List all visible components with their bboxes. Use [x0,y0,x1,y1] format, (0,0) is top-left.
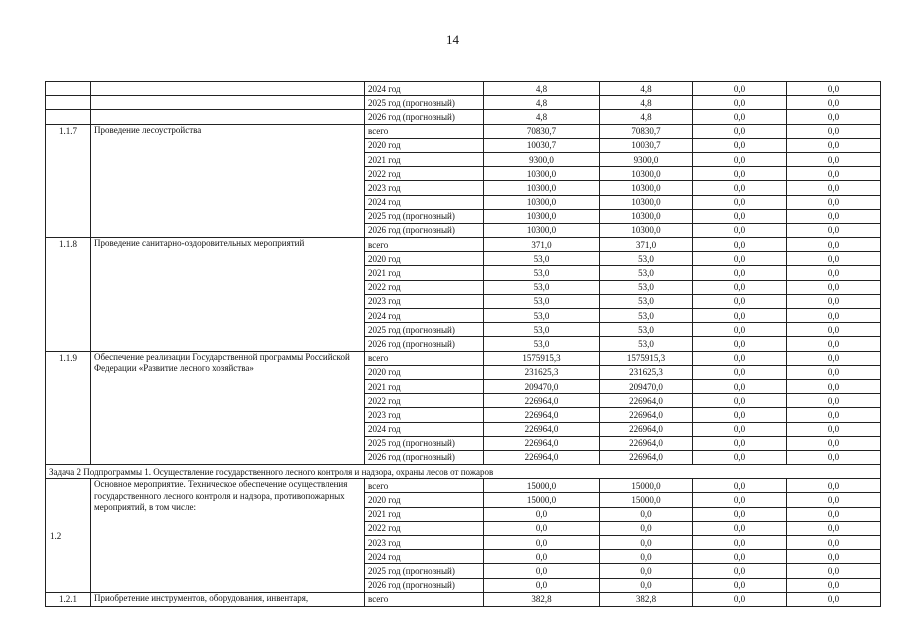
value-col-3: 0,0 [693,408,787,422]
table-row [46,592,881,606]
value-col-2: 70830,7 [600,124,693,138]
value-col-4: 0,0 [787,351,881,365]
value-col-2: 0,0 [600,564,693,578]
item-code: 1.1.9 [46,351,91,465]
value-col-2: 10030,7 [600,138,693,152]
value-col-4: 0,0 [787,209,881,223]
total-value: 4,8 [484,96,600,110]
item-code [46,110,91,124]
value-col-4: 0,0 [787,167,881,181]
total-value: 226964,0 [484,450,600,464]
value-col-4: 0,0 [787,536,881,550]
task-heading: Задача 2 Подпрограммы 1. Осуществление государственного лесного контроля и надзора, охраны лесов от пожаров [46,465,881,479]
value-col-2: 10300,0 [600,209,693,223]
total-value: 371,0 [484,238,600,252]
period-cell: всего [365,351,484,365]
value-col-4: 0,0 [787,450,881,464]
total-value: 53,0 [484,266,600,280]
value-col-3: 0,0 [693,337,787,351]
value-col-4: 0,0 [787,138,881,152]
value-col-2: 53,0 [600,337,693,351]
value-col-2: 10300,0 [600,181,693,195]
item-code [46,96,91,110]
value-col-2: 4,8 [600,82,693,96]
value-col-2: 0,0 [600,578,693,592]
table-row [46,479,881,493]
period-cell: 2022 год [365,280,484,294]
budget-table [45,81,881,607]
total-value: 10030,7 [484,138,600,152]
value-col-4: 0,0 [787,238,881,252]
value-col-4: 0,0 [787,365,881,379]
period-cell: 2025 год (прогнозный) [365,564,484,578]
value-col-4: 0,0 [787,479,881,493]
value-col-2: 10300,0 [600,195,693,209]
item-name [91,110,365,124]
value-col-4: 0,0 [787,507,881,521]
period-cell: 2025 год (прогнозный) [365,323,484,337]
value-col-2: 209470,0 [600,379,693,393]
task-row [46,465,881,479]
value-col-2: 53,0 [600,294,693,308]
value-col-2: 53,0 [600,309,693,323]
value-col-3: 0,0 [693,195,787,209]
total-value: 53,0 [484,252,600,266]
period-cell: 2025 год (прогнозный) [365,436,484,450]
value-col-2: 53,0 [600,252,693,266]
value-col-2: 10300,0 [600,167,693,181]
period-cell: 2021 год [365,152,484,166]
value-col-3: 0,0 [693,82,787,96]
value-col-2: 9300,0 [600,152,693,166]
value-col-2: 226964,0 [600,422,693,436]
total-value: 10300,0 [484,223,600,237]
value-col-4: 0,0 [787,181,881,195]
period-cell: 2023 год [365,536,484,550]
total-value: 0,0 [484,536,600,550]
value-col-2: 382,8 [600,592,693,606]
page-number: 14 [446,32,459,47]
value-col-4: 0,0 [787,436,881,450]
period-cell: 2023 год [365,294,484,308]
period-cell: 2024 год [365,550,484,564]
value-col-3: 0,0 [693,309,787,323]
value-col-4: 0,0 [787,521,881,535]
value-col-3: 0,0 [693,479,787,493]
value-col-4: 0,0 [787,252,881,266]
period-cell: 2024 год [365,82,484,96]
total-value: 0,0 [484,507,600,521]
value-col-3: 0,0 [693,422,787,436]
period-cell: 2026 год (прогнозный) [365,337,484,351]
value-col-3: 0,0 [693,493,787,507]
value-col-2: 10300,0 [600,223,693,237]
period-cell: 2020 год [365,365,484,379]
total-value: 9300,0 [484,152,600,166]
value-col-2: 0,0 [600,507,693,521]
value-col-4: 0,0 [787,195,881,209]
total-value: 10300,0 [484,181,600,195]
value-col-2: 226964,0 [600,436,693,450]
value-col-4: 0,0 [787,82,881,96]
value-col-4: 0,0 [787,422,881,436]
value-col-3: 0,0 [693,578,787,592]
value-col-4: 0,0 [787,493,881,507]
value-col-2: 1575915,3 [600,351,693,365]
item-code: 1.1.8 [46,238,91,352]
value-col-4: 0,0 [787,550,881,564]
total-value: 0,0 [484,578,600,592]
value-col-2: 0,0 [600,550,693,564]
value-col-3: 0,0 [693,266,787,280]
table-row [46,238,881,252]
period-cell: 2021 год [365,379,484,393]
value-col-2: 226964,0 [600,394,693,408]
table-row [46,110,881,124]
total-value: 53,0 [484,280,600,294]
value-col-2: 15000,0 [600,479,693,493]
item-name [91,82,365,96]
value-col-4: 0,0 [787,564,881,578]
item-name [91,96,365,110]
value-col-2: 15000,0 [600,493,693,507]
item-name: Проведение санитарно-оздоровительных мероприятий [91,238,365,352]
table-body [46,82,881,607]
period-cell: 2024 год [365,195,484,209]
value-col-2: 4,8 [600,110,693,124]
value-col-2: 4,8 [600,96,693,110]
item-name: Приобретение инструментов, оборудования, инвентаря, [91,592,365,606]
total-value: 226964,0 [484,422,600,436]
period-cell: 2022 год [365,394,484,408]
value-col-4: 0,0 [787,394,881,408]
value-col-4: 0,0 [787,578,881,592]
value-col-3: 0,0 [693,450,787,464]
period-cell: 2021 год [365,266,484,280]
total-value: 15000,0 [484,493,600,507]
period-cell: 2021 год [365,507,484,521]
total-value: 382,8 [484,592,600,606]
value-col-4: 0,0 [787,408,881,422]
period-cell: 2023 год [365,408,484,422]
total-value: 209470,0 [484,379,600,393]
value-col-4: 0,0 [787,152,881,166]
total-value: 53,0 [484,323,600,337]
value-col-4: 0,0 [787,337,881,351]
value-col-4: 0,0 [787,309,881,323]
period-cell: 2026 год (прогнозный) [365,110,484,124]
value-col-3: 0,0 [693,223,787,237]
value-col-4: 0,0 [787,592,881,606]
value-col-2: 53,0 [600,266,693,280]
period-cell: всего [365,592,484,606]
period-cell: 2020 год [365,252,484,266]
period-cell: 2026 год (прогнозный) [365,223,484,237]
value-col-3: 0,0 [693,252,787,266]
item-code: 1.2.1 [46,592,91,606]
value-col-2: 231625,3 [600,365,693,379]
total-value: 10300,0 [484,167,600,181]
total-value: 226964,0 [484,408,600,422]
value-col-3: 0,0 [693,351,787,365]
value-col-3: 0,0 [693,280,787,294]
total-value: 53,0 [484,337,600,351]
total-value: 231625,3 [484,365,600,379]
value-col-3: 0,0 [693,96,787,110]
value-col-2: 53,0 [600,323,693,337]
table-row [46,82,881,96]
value-col-2: 0,0 [600,521,693,535]
value-col-3: 0,0 [693,507,787,521]
total-value: 226964,0 [484,436,600,450]
value-col-2: 226964,0 [600,450,693,464]
value-col-2: 0,0 [600,536,693,550]
period-cell: 2020 год [365,138,484,152]
item-name: Основное мероприятие. Техническое обеспечение осуществления государственного лесного контроля и надзора, противопожарных мероприятий, в том числе: [91,479,365,593]
value-col-3: 0,0 [693,394,787,408]
value-col-3: 0,0 [693,238,787,252]
value-col-2: 53,0 [600,280,693,294]
total-value: 0,0 [484,564,600,578]
period-cell: 2022 год [365,521,484,535]
value-col-4: 0,0 [787,266,881,280]
total-value: 0,0 [484,521,600,535]
value-col-3: 0,0 [693,564,787,578]
value-col-3: 0,0 [693,152,787,166]
value-col-4: 0,0 [787,124,881,138]
item-name: Обеспечение реализации Государственной программы Российской Федерации «Развитие лесного хозяйства» [91,351,365,465]
value-col-4: 0,0 [787,379,881,393]
period-cell: 2026 год (прогнозный) [365,450,484,464]
value-col-4: 0,0 [787,323,881,337]
total-value: 10300,0 [484,209,600,223]
period-cell: 2024 год [365,309,484,323]
value-col-3: 0,0 [693,209,787,223]
total-value: 10300,0 [484,195,600,209]
value-col-3: 0,0 [693,110,787,124]
item-code [46,82,91,96]
item-code: 1.1.7 [46,124,91,238]
value-col-3: 0,0 [693,521,787,535]
item-name: Проведение лесоустройства [91,124,365,238]
period-cell: 2020 год [365,493,484,507]
total-value: 53,0 [484,309,600,323]
total-value: 1575915,3 [484,351,600,365]
value-col-3: 0,0 [693,294,787,308]
total-value: 4,8 [484,82,600,96]
total-value: 226964,0 [484,394,600,408]
table-row [46,96,881,110]
value-col-3: 0,0 [693,323,787,337]
value-col-2: 226964,0 [600,408,693,422]
value-col-4: 0,0 [787,110,881,124]
total-value: 53,0 [484,294,600,308]
period-cell: 2022 год [365,167,484,181]
item-code: 1.2 [46,479,91,593]
value-col-4: 0,0 [787,294,881,308]
value-col-3: 0,0 [693,436,787,450]
table-row [46,124,881,138]
period-cell: 2025 год (прогнозный) [365,96,484,110]
period-cell: 2026 год (прогнозный) [365,578,484,592]
value-col-3: 0,0 [693,592,787,606]
period-cell: всего [365,479,484,493]
period-cell: 2023 год [365,181,484,195]
value-col-2: 371,0 [600,238,693,252]
total-value: 15000,0 [484,479,600,493]
table-row [46,351,881,365]
period-cell: всего [365,238,484,252]
period-cell: 2024 год [365,422,484,436]
value-col-4: 0,0 [787,223,881,237]
period-cell: 2025 год (прогнозный) [365,209,484,223]
total-value: 4,8 [484,110,600,124]
value-col-4: 0,0 [787,96,881,110]
value-col-3: 0,0 [693,138,787,152]
value-col-3: 0,0 [693,167,787,181]
value-col-3: 0,0 [693,181,787,195]
total-value: 70830,7 [484,124,600,138]
value-col-3: 0,0 [693,124,787,138]
value-col-3: 0,0 [693,365,787,379]
period-cell: всего [365,124,484,138]
value-col-3: 0,0 [693,379,787,393]
total-value: 0,0 [484,550,600,564]
value-col-3: 0,0 [693,550,787,564]
value-col-4: 0,0 [787,280,881,294]
value-col-3: 0,0 [693,536,787,550]
